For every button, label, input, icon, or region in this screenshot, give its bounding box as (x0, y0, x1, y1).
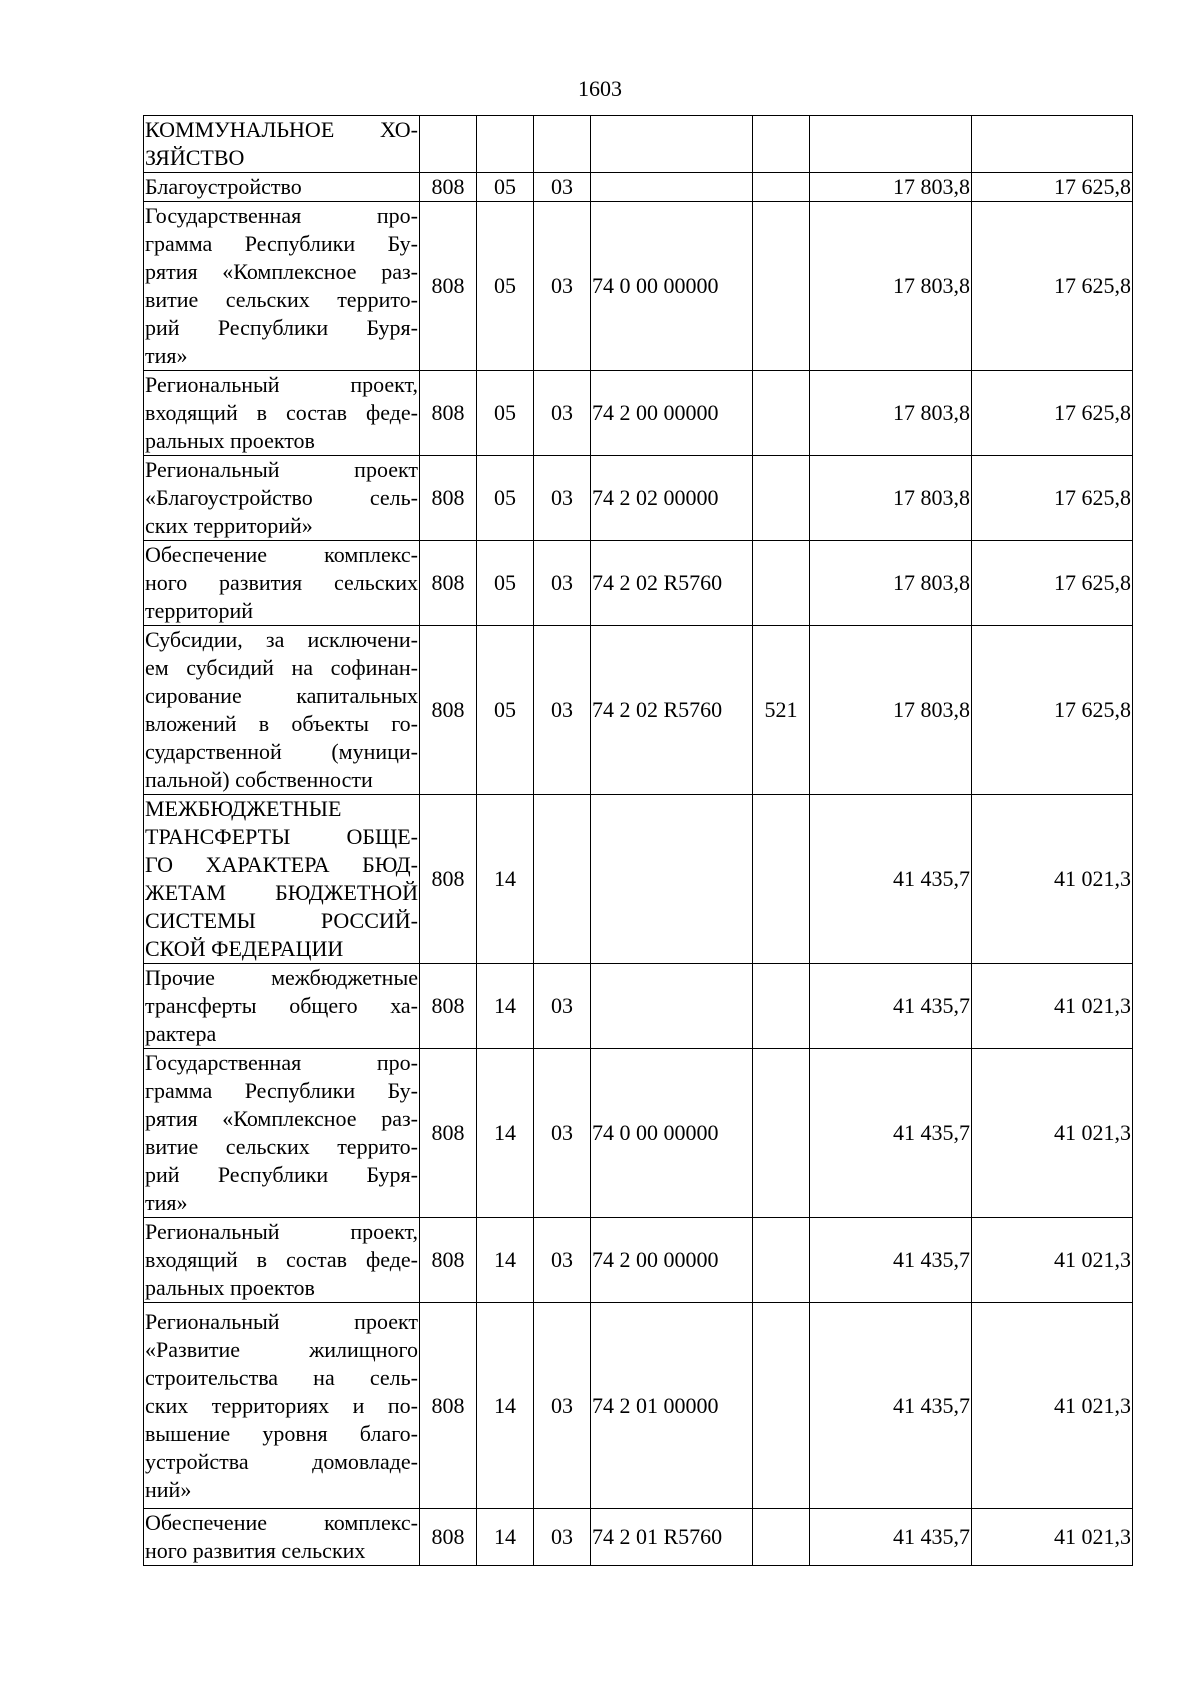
ved-code-cell: 808 (420, 964, 477, 1049)
amount-year2-cell: 41 021,3 (972, 964, 1133, 1049)
amount-year1-cell: 17 803,8 (810, 626, 972, 795)
row-name-line: ного развития сельских (145, 1538, 366, 1563)
row-name-line: рятия «Комплексное раз- (145, 259, 418, 284)
row-name-line: рий Республики Буря- (145, 315, 418, 340)
amount-year2-cell: 17 625,8 (972, 202, 1133, 371)
amount-year2-cell: 41 021,3 (972, 1509, 1133, 1566)
row-name-line: входящий в состав феде- (145, 400, 418, 425)
expense-type-cell (753, 202, 810, 371)
expense-type-cell (753, 1303, 810, 1509)
row-name-line: СКОЙ ФЕДЕРАЦИИ (145, 936, 344, 961)
amount-year1-cell: 41 435,7 (810, 1303, 972, 1509)
target-article-cell: 74 2 02 00000 (591, 456, 753, 541)
row-name-line: Региональный проект (145, 457, 418, 482)
row-name-line: ских территориях и по- (145, 1392, 418, 1418)
section-code-cell: 05 (477, 173, 534, 202)
row-name-line: «Развитие жилищного (145, 1336, 418, 1362)
amount-year1-cell: 17 803,8 (810, 456, 972, 541)
subsection-code-cell: 03 (534, 1509, 591, 1566)
row-name-cell (144, 964, 420, 1049)
ved-code-cell: 808 (420, 173, 477, 202)
row-name-line: Государственная про- (145, 1050, 418, 1075)
table-body (144, 116, 1133, 1566)
table-row (144, 795, 1133, 964)
subsection-code-cell: 03 (534, 626, 591, 795)
row-name-line: Региональный проект, (145, 1219, 418, 1244)
row-name-line: витие сельских террито- (145, 1134, 418, 1159)
row-name-line: ем субсидий на софинан- (145, 655, 418, 680)
target-article-cell (591, 964, 753, 1049)
subsection-code-cell: 03 (534, 202, 591, 371)
table-row (144, 626, 1133, 795)
row-name-line: рактера (145, 1021, 217, 1046)
row-name-line: ГО ХАРАКТЕРА БЮД- (145, 852, 418, 877)
ved-code-cell: 808 (420, 1049, 477, 1218)
row-name-line: вложений в объекты го- (145, 711, 418, 736)
target-article-cell (591, 173, 753, 202)
target-article-cell: 74 0 00 00000 (591, 1049, 753, 1218)
expense-type-cell (753, 795, 810, 964)
row-name-cell (144, 173, 420, 202)
ved-code-cell: 808 (420, 1509, 477, 1566)
subsection-code-cell: 03 (534, 173, 591, 202)
row-name-line: СИСТЕМЫ РОССИЙ- (145, 908, 418, 933)
section-code-cell: 05 (477, 202, 534, 371)
amount-year1-cell: 41 435,7 (810, 1509, 972, 1566)
amount-year1-cell: 17 803,8 (810, 173, 972, 202)
expense-type-cell (753, 1218, 810, 1303)
target-article-cell: 74 0 00 00000 (591, 202, 753, 371)
table-row (144, 116, 1133, 173)
ved-code-cell (420, 116, 477, 173)
row-name-cell (144, 456, 420, 541)
expense-type-cell (753, 173, 810, 202)
expense-type-cell: 521 (753, 626, 810, 795)
table-row (144, 1303, 1133, 1509)
row-name-line: МЕЖБЮДЖЕТНЫЕ (145, 796, 342, 821)
table-row (144, 1049, 1133, 1218)
section-code-cell: 05 (477, 541, 534, 626)
row-name-line: «Благоустройство сель- (145, 485, 418, 510)
table-row (144, 456, 1133, 541)
row-name-line: Региональный проект, (145, 372, 418, 397)
target-article-cell: 74 2 01 R5760 (591, 1509, 753, 1566)
ved-code-cell: 808 (420, 371, 477, 456)
target-article-cell (591, 116, 753, 173)
row-name-line: Государственная про- (145, 203, 418, 228)
row-name-cell (144, 626, 420, 795)
section-code-cell: 14 (477, 964, 534, 1049)
row-name-cell (144, 1509, 420, 1566)
target-article-cell (591, 795, 753, 964)
target-article-cell: 74 2 00 00000 (591, 371, 753, 456)
table-row (144, 173, 1133, 202)
row-name-line: витие сельских террито- (145, 287, 418, 312)
row-name-line: строительства на сель- (145, 1364, 418, 1390)
target-article-cell: 74 2 02 R5760 (591, 541, 753, 626)
expense-type-cell (753, 456, 810, 541)
target-article-cell: 74 2 01 00000 (591, 1303, 753, 1509)
subsection-code-cell: 03 (534, 1303, 591, 1509)
row-name-line: территорий (145, 598, 254, 623)
row-name-line: Региональный проект (145, 1308, 418, 1334)
row-name-line: Прочие межбюджетные (145, 965, 418, 990)
amount-year1-cell: 41 435,7 (810, 795, 972, 964)
row-name-line: рятия «Комплексное раз- (145, 1106, 418, 1131)
row-name-cell (144, 371, 420, 456)
row-name-line: вышение уровня благо- (145, 1420, 418, 1446)
row-name-line: сирование капитальных (145, 683, 418, 708)
row-name-line: ний» (145, 1476, 192, 1502)
row-name-line: грамма Республики Бу- (145, 231, 418, 256)
row-name-line: Обеспечение комплекс- (145, 542, 418, 567)
amount-year2-cell: 17 625,8 (972, 541, 1133, 626)
ved-code-cell: 808 (420, 1218, 477, 1303)
amount-year2-cell: 17 625,8 (972, 456, 1133, 541)
row-name-cell (144, 1303, 420, 1509)
ved-code-cell: 808 (420, 202, 477, 371)
amount-year2-cell: 17 625,8 (972, 371, 1133, 456)
section-code-cell: 14 (477, 1509, 534, 1566)
row-name-cell (144, 202, 420, 371)
table-row (144, 541, 1133, 626)
row-name-cell (144, 116, 420, 173)
table-row (144, 964, 1133, 1049)
amount-year1-cell: 41 435,7 (810, 1218, 972, 1303)
subsection-code-cell (534, 116, 591, 173)
target-article-cell: 74 2 00 00000 (591, 1218, 753, 1303)
row-name-line: грамма Республики Бу- (145, 1078, 418, 1103)
expense-type-cell (753, 116, 810, 173)
amount-year2-cell: 41 021,3 (972, 1049, 1133, 1218)
section-code-cell (477, 116, 534, 173)
expense-type-cell (753, 371, 810, 456)
row-name-line: ских территорий» (145, 513, 313, 538)
subsection-code-cell (534, 795, 591, 964)
amount-year1-cell: 17 803,8 (810, 371, 972, 456)
target-article-cell: 74 2 02 R5760 (591, 626, 753, 795)
row-name-cell (144, 541, 420, 626)
budget-table (143, 115, 1133, 1566)
amount-year1-cell: 41 435,7 (810, 1049, 972, 1218)
section-code-cell: 14 (477, 795, 534, 964)
row-name-cell (144, 1049, 420, 1218)
section-code-cell: 14 (477, 1303, 534, 1509)
row-name-line: ральных проектов (145, 428, 315, 453)
row-name-line: ЗЯЙСТВО (145, 145, 245, 170)
amount-year1-cell (810, 116, 972, 173)
section-code-cell: 05 (477, 456, 534, 541)
row-name-cell (144, 795, 420, 964)
row-name-cell (144, 1218, 420, 1303)
amount-year2-cell (972, 116, 1133, 173)
ved-code-cell: 808 (420, 795, 477, 964)
table-row (144, 1218, 1133, 1303)
table-row (144, 202, 1133, 371)
row-name-line: КОММУНАЛЬНОЕ ХО- (145, 117, 418, 142)
subsection-code-cell: 03 (534, 1218, 591, 1303)
subsection-code-cell: 03 (534, 541, 591, 626)
row-name-line: ральных проектов (145, 1275, 315, 1300)
amount-year2-cell: 17 625,8 (972, 626, 1133, 795)
expense-type-cell (753, 964, 810, 1049)
page-number: 1603 (578, 76, 622, 101)
row-name-line: Благоустройство (145, 174, 302, 199)
amount-year1-cell: 41 435,7 (810, 964, 972, 1049)
table-row (144, 1509, 1133, 1566)
subsection-code-cell: 03 (534, 1049, 591, 1218)
subsection-code-cell: 03 (534, 964, 591, 1049)
amount-year2-cell: 41 021,3 (972, 1218, 1133, 1303)
subsection-code-cell: 03 (534, 456, 591, 541)
ved-code-cell: 808 (420, 456, 477, 541)
row-name-line: тия» (145, 1190, 188, 1215)
row-name-line: сударственной (муници- (145, 739, 418, 764)
section-code-cell: 14 (477, 1218, 534, 1303)
expense-type-cell (753, 1049, 810, 1218)
ved-code-cell: 808 (420, 541, 477, 626)
ved-code-cell: 808 (420, 626, 477, 795)
row-name-line: ТРАНСФЕРТЫ ОБЩЕ- (145, 824, 418, 849)
row-name-line: Обеспечение комплекс- (145, 1510, 418, 1535)
row-name-line: рий Республики Буря- (145, 1162, 418, 1187)
section-code-cell: 14 (477, 1049, 534, 1218)
amount-year1-cell: 17 803,8 (810, 541, 972, 626)
row-name-line: устройства домовладе- (145, 1448, 418, 1474)
section-code-cell: 05 (477, 626, 534, 795)
expense-type-cell (753, 1509, 810, 1566)
expense-type-cell (753, 541, 810, 626)
row-name-line: входящий в состав феде- (145, 1247, 418, 1272)
amount-year2-cell: 17 625,8 (972, 173, 1133, 202)
ved-code-cell: 808 (420, 1303, 477, 1509)
table-row (144, 371, 1133, 456)
row-name-line: ЖЕТАМ БЮДЖЕТНОЙ (145, 880, 418, 905)
amount-year2-cell: 41 021,3 (972, 795, 1133, 964)
section-code-cell: 05 (477, 371, 534, 456)
row-name-line: трансферты общего ха- (145, 993, 418, 1018)
row-name-line: пальной) собственности (145, 767, 373, 792)
amount-year2-cell: 41 021,3 (972, 1303, 1133, 1509)
row-name-line: ного развития сельских (145, 570, 418, 595)
row-name-line: Субсидии, за исключени- (145, 627, 418, 652)
row-name-line: тия» (145, 343, 188, 368)
subsection-code-cell: 03 (534, 371, 591, 456)
amount-year1-cell: 17 803,8 (810, 202, 972, 371)
